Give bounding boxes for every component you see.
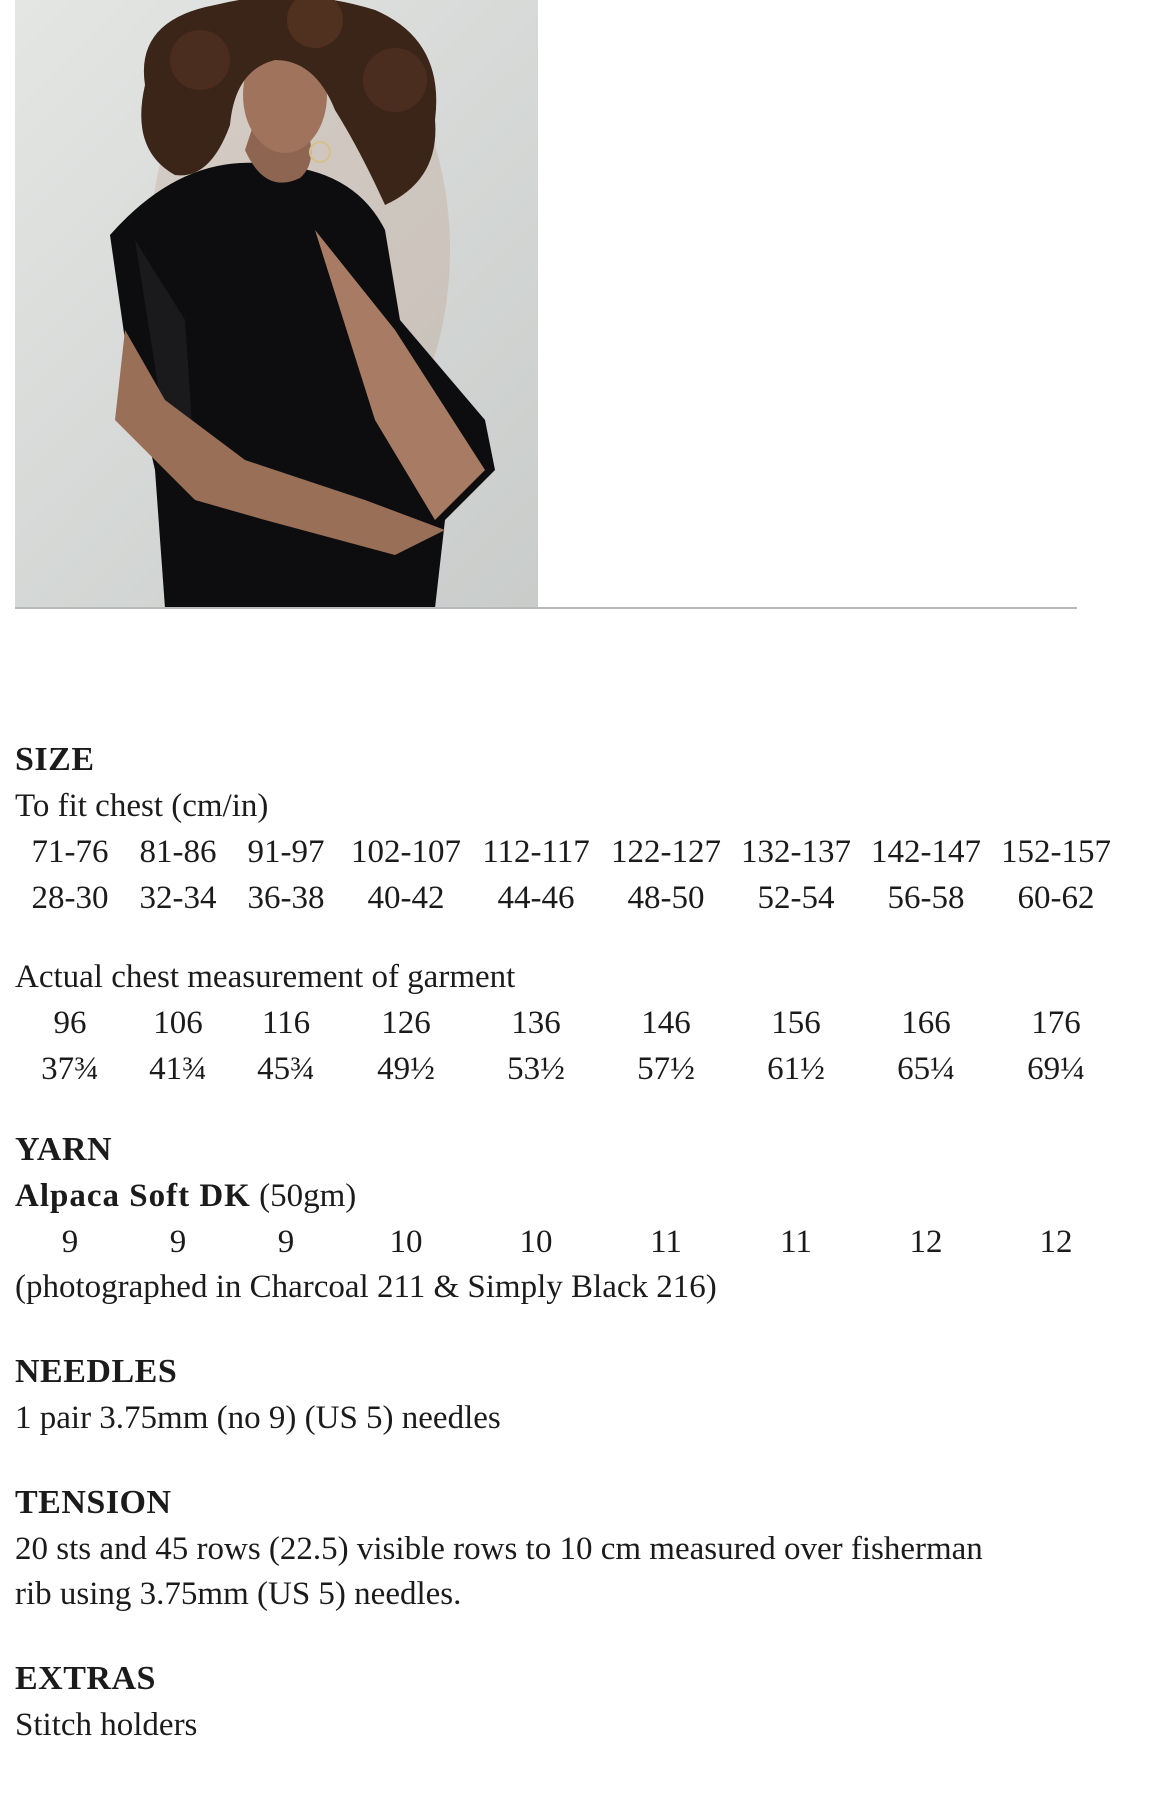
- size-subheading: To fit chest (cm/in): [15, 788, 269, 824]
- actual-in-row: [15, 1046, 1135, 1092]
- actual-in-cell: 65¼: [897, 1050, 955, 1087]
- size-cm-cell: 142-147: [871, 833, 981, 870]
- actual-cm-cell: 176: [1031, 1004, 1081, 1041]
- size-in-cell: 40-42: [367, 879, 445, 916]
- yarn-heading: YARN: [15, 1131, 113, 1168]
- size-in-cell: 48-50: [627, 879, 705, 916]
- yarn-balls-row: [15, 1219, 1135, 1265]
- yarn-balls-cell: 9: [169, 1223, 187, 1260]
- yarn-balls-cell: 12: [909, 1223, 943, 1260]
- actual-cm-cell: 146: [641, 1004, 691, 1041]
- yarn-line: [15, 1174, 1135, 1219]
- yarn-balls-cell: 10: [389, 1223, 423, 1260]
- actual-in-cell: 45¾: [257, 1050, 315, 1087]
- actual-in-cell: 41¾: [149, 1050, 207, 1087]
- tension-line-2: rib using 3.75mm (US 5) needles.: [15, 1576, 462, 1612]
- actual-in-cell: 61½: [767, 1050, 825, 1087]
- size-in-cell: 52-54: [757, 879, 835, 916]
- yarn-balls-cell: 11: [780, 1223, 812, 1260]
- size-in-cell: 28-30: [31, 879, 109, 916]
- actual-in-cell: 49½: [377, 1050, 435, 1087]
- size-cm-cell: 102-107: [351, 833, 461, 870]
- size-in-cell: 32-34: [139, 879, 217, 916]
- actual-cm-cell: 156: [771, 1004, 821, 1041]
- size-in-cell: 60-62: [1017, 879, 1095, 916]
- actual-in-cell: 53½: [507, 1050, 565, 1087]
- yarn-balls-cell: 11: [650, 1223, 682, 1260]
- size-in-cell: 36-38: [247, 879, 325, 916]
- size-cm-cell: 91-97: [247, 833, 325, 870]
- yarn-balls-cell: 10: [519, 1223, 553, 1260]
- size-cm-cell: 112-117: [482, 833, 590, 870]
- yarn-note: (photographed in Charcoal 211 & Simply Black 216): [15, 1269, 717, 1305]
- size-cm-cell: 152-157: [1001, 833, 1111, 870]
- pattern-info: [15, 740, 1135, 1748]
- actual-in-cell: 69¼: [1027, 1050, 1085, 1087]
- actual-cm-cell: 136: [511, 1004, 561, 1041]
- size-heading: SIZE: [15, 741, 95, 778]
- tension-line-1: 20 sts and 45 rows (22.5) visible rows to 10 cm measured over fisherman: [15, 1531, 983, 1567]
- divider-rule: [15, 607, 1077, 609]
- extras-heading: EXTRAS: [15, 1660, 156, 1697]
- size-in-cell: 44-46: [497, 879, 575, 916]
- size-cm-cell: 71-76: [31, 833, 109, 870]
- size-cm-row: [15, 829, 1135, 875]
- actual-cm-cell: 96: [53, 1004, 87, 1041]
- yarn-balls-cell: 9: [277, 1223, 295, 1260]
- actual-cm-cell: 106: [153, 1004, 203, 1041]
- needles-heading: NEEDLES: [15, 1353, 178, 1390]
- yarn-weight: (50gm): [259, 1178, 357, 1214]
- size-cm-cell: 122-127: [611, 833, 721, 870]
- actual-cm-cell: 166: [901, 1004, 951, 1041]
- yarn-name: Alpaca Soft DK: [15, 1178, 251, 1214]
- yarn-balls-cell: 12: [1039, 1223, 1073, 1260]
- extras-text: Stitch holders: [15, 1707, 198, 1743]
- yarn-balls-cell: 9: [61, 1223, 79, 1260]
- actual-cm-row: [15, 1000, 1135, 1046]
- size-in-row: [15, 875, 1135, 921]
- actual-cm-cell: 116: [261, 1004, 311, 1041]
- actual-in-cell: 37¾: [41, 1050, 99, 1087]
- actual-cm-cell: 126: [381, 1004, 431, 1041]
- actual-chest-label: Actual chest measurement of garment: [15, 959, 516, 995]
- size-cm-cell: 132-137: [741, 833, 851, 870]
- size-in-cell: 56-58: [887, 879, 965, 916]
- actual-in-cell: 57½: [637, 1050, 695, 1087]
- needles-text: 1 pair 3.75mm (no 9) (US 5) needles: [15, 1400, 501, 1436]
- tension-heading: TENSION: [15, 1484, 172, 1521]
- model-photo: [15, 0, 538, 608]
- size-cm-cell: 81-86: [139, 833, 217, 870]
